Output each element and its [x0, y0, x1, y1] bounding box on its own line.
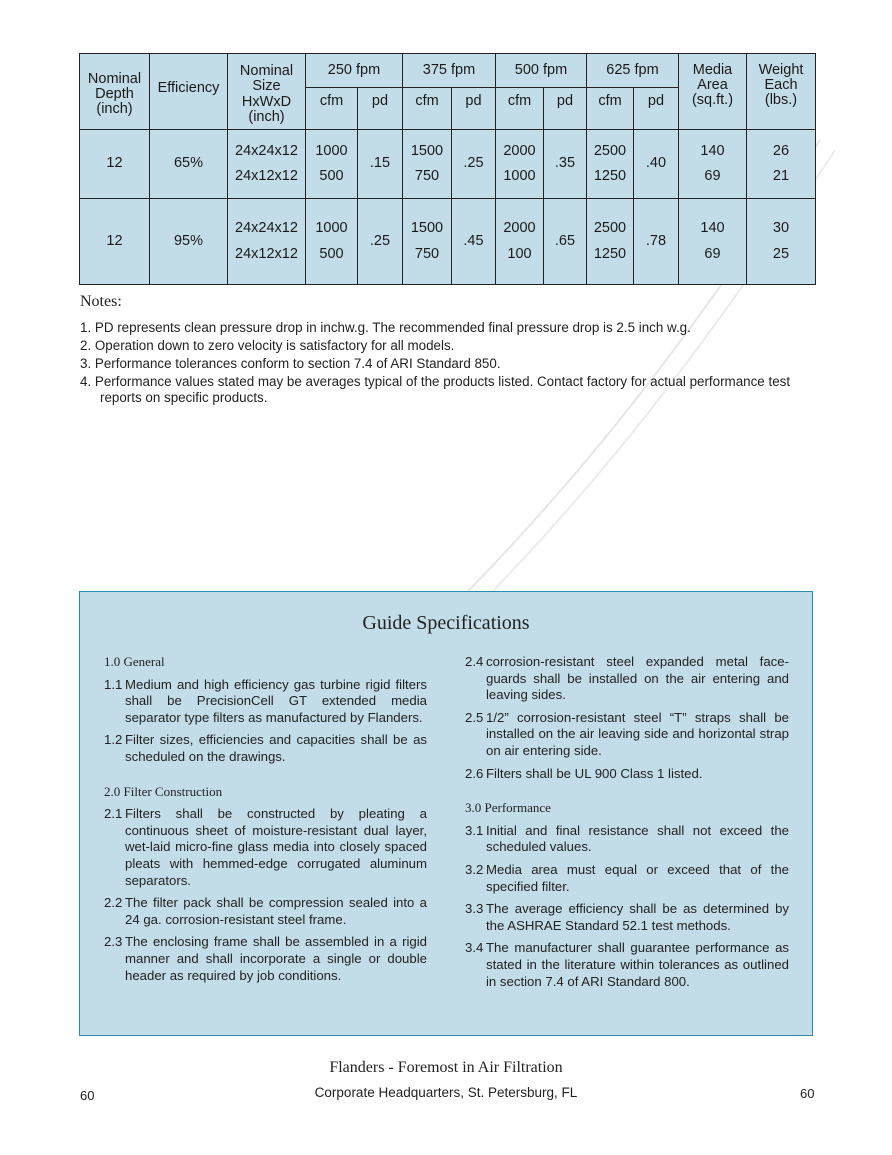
header-nominal-depth: Nominal Depth (inch) [80, 54, 150, 130]
spec-title: Guide Specifications [362, 612, 530, 634]
spec-item: 3.4 The manufacturer shall guarantee performance as stated in the literature within tolerances as outlined in section 7.4 of ARI Standard 800. [465, 940, 789, 989]
page-number-left: 60 [80, 1088, 95, 1103]
cell-cfm-250: 1000 500 [306, 130, 358, 199]
header-500-fpm: 500 fpm [496, 54, 587, 88]
header-250-fpm: 250 fpm [306, 54, 403, 88]
cell-weight: 30 25 [747, 199, 816, 285]
spec-item: 2.4 corrosion-resistant steel expanded metal face-guards shall be installed on the air entering and leaving sides. [465, 654, 789, 703]
cell-sizes: 24x24x12 24x12x12 [228, 199, 306, 285]
header-625-fpm: 625 fpm [587, 54, 679, 88]
spec-item: 2.3 The enclosing frame shall be assembled in a rigid manner and shall incorporate a single or double header as required by job conditions. [104, 934, 427, 983]
subheader-cfm: cfm [496, 88, 544, 130]
footer-headquarters: Corporate Headquarters, St. Petersburg, FL [314, 1085, 578, 1100]
spec-column-left [104, 654, 427, 990]
spec-item: 2.2 The filter pack shall be compression sealed into a 24 ga. corrosion-resistant steel frame. [104, 895, 427, 927]
performance-table [79, 53, 816, 285]
cell-media-area: 140 69 [679, 130, 747, 199]
footer-tagline: Flanders - Foremost in Air Filtration [329, 1059, 563, 1076]
subheader-pd: pd [544, 88, 587, 130]
notes-title: Notes: [80, 293, 122, 310]
cell-cfm-625: 2500 1250 [587, 199, 634, 285]
note-item: 1. PD represents clean pressure drop in inchw.g. The recommended final pressure drop is 2.5 inch w.g. [80, 320, 691, 335]
cell-depth: 12 [80, 199, 150, 285]
note-item: 2. Operation down to zero velocity is satisfactory for all models. [80, 338, 455, 353]
guide-specifications-box [79, 591, 813, 1036]
spec-item: 3.3 The average efficiency shall be as determined by the ASHRAE Standard 52.1 test methods. [465, 901, 789, 933]
spec-item: 1.1 Medium and high efficiency gas turbine rigid filters shall be PrecisionCell GT extended media separator type filters as manufactured by Flanders. [104, 676, 427, 725]
table-row [80, 130, 816, 199]
subheader-pd: pd [452, 88, 496, 130]
cell-media-area: 140 69 [679, 199, 747, 285]
cell-pd-500: .35 [544, 130, 587, 199]
header-efficiency: Efficiency [150, 54, 228, 130]
note-item: 4. Performance values stated may be averages typical of the products listed. Contact factory for actual performance test reports on specific products. [80, 374, 791, 405]
header-weight-each: Weight Each (lbs.) [747, 54, 816, 130]
note-item: 3. Performance tolerances conform to section 7.4 of ARI Standard 850. [80, 356, 501, 371]
spec-item: 2.6 Filters shall be UL 900 Class 1 listed. [465, 765, 703, 781]
cell-cfm-500: 2000 100 [496, 199, 544, 285]
notes-list [80, 320, 820, 408]
cell-pd-250: .15 [358, 130, 403, 199]
cell-weight: 26 21 [747, 130, 816, 199]
section-heading-filter-construction: 2.0 Filter Construction [104, 783, 223, 799]
header-media-area: Media Area (sq.ft.) [679, 54, 747, 130]
cell-pd-625: .40 [634, 130, 679, 199]
cell-pd-250: .25 [358, 199, 403, 285]
cell-cfm-375: 1500 750 [403, 199, 452, 285]
table-row [80, 199, 816, 285]
cell-cfm-375: 1500 750 [403, 130, 452, 199]
cell-cfm-250: 1000 500 [306, 199, 358, 285]
cell-efficiency: 65% [150, 130, 228, 199]
cell-cfm-625: 2500 1250 [587, 130, 634, 199]
cell-pd-375: .25 [452, 130, 496, 199]
cell-pd-375: .45 [452, 199, 496, 285]
spec-item: 3.1 Initial and final resistance shall not exceed the scheduled values. [465, 822, 789, 855]
header-nominal-size: Nominal Size HxWxD (inch) [228, 54, 306, 130]
cell-efficiency: 95% [150, 199, 228, 285]
cell-pd-625: .78 [634, 199, 679, 285]
cell-pd-500: .65 [544, 199, 587, 285]
header-375-fpm: 375 fpm [403, 54, 496, 88]
spec-item: 1.2 Filter sizes, efficiencies and capacities shall be as scheduled on the drawings. [104, 732, 427, 764]
spec-item: 2.1 Filters shall be constructed by pleating a continuous sheet of moisture-resistant dual layer, wet-laid micro-fine glass media into closely spaced pleats with hemmed-edge corrugated aluminum separators. [104, 806, 427, 888]
subheader-pd: pd [634, 88, 679, 130]
cell-cfm-500: 2000 1000 [496, 130, 544, 199]
subheader-cfm: cfm [587, 88, 634, 130]
spec-item: 3.2 Media area must equal or exceed that of the specified filter. [465, 861, 789, 894]
cell-depth: 12 [80, 130, 150, 199]
section-heading-general: 1.0 General [104, 654, 165, 669]
subheader-cfm: cfm [403, 88, 452, 130]
spec-column-right [465, 654, 789, 996]
spec-item: 2.5 1/2” corrosion-resistant steel “T” straps shall be installed on the air leaving side and horizontal strap on air entering side. [465, 709, 789, 758]
subheader-cfm: cfm [306, 88, 358, 130]
cell-sizes: 24x24x12 24x12x12 [228, 130, 306, 199]
section-heading-performance: 3.0 Performance [465, 800, 551, 816]
subheader-pd: pd [358, 88, 403, 130]
page-number-right: 60 [800, 1086, 815, 1101]
